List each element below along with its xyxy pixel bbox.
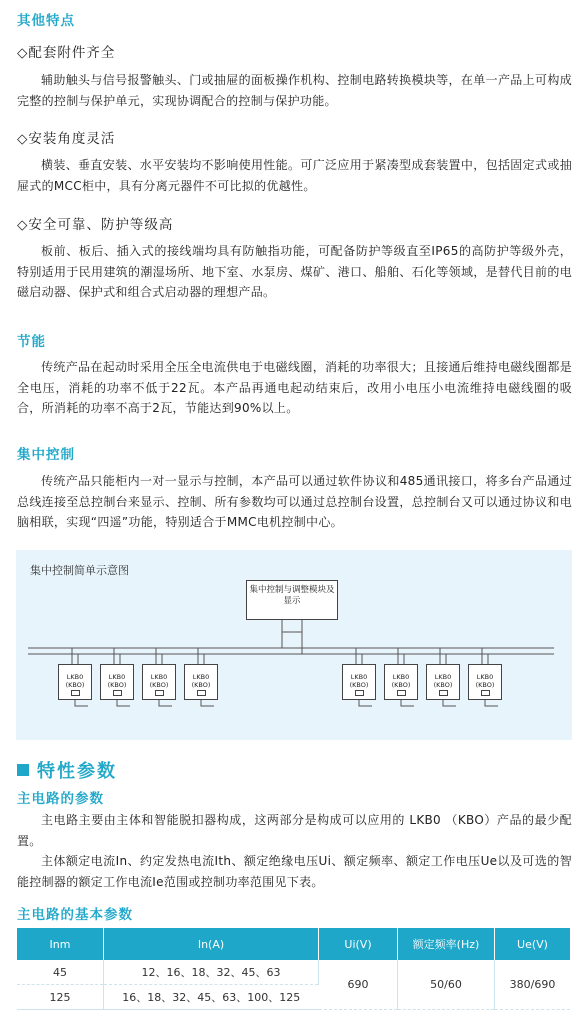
device-terminal	[355, 690, 364, 696]
other-features-title: 其他特点	[17, 13, 75, 29]
cell-in: 16、18、32、45、63、100、125	[104, 985, 319, 1010]
col-header-ue: Ue(V)	[495, 928, 571, 960]
device-sublabel: (KBO)	[149, 681, 169, 689]
main-circuit-para2: 主体额定电流In、约定发热电流Ith、额定绝缘电压Ui、额定频率、额定工作电压Ue以及可选的智能控制器的额定工作电流Ie范围或控制功率范围见下表。	[17, 854, 572, 889]
col-header-ui: Ui(V)	[319, 928, 398, 960]
characteristics-title: 特性参数	[37, 761, 117, 782]
device-box	[468, 664, 502, 700]
cell-inm: 125	[17, 985, 104, 1010]
device-box	[342, 664, 376, 700]
device-terminal	[113, 690, 122, 696]
table-row	[17, 960, 570, 985]
cell-ui: 690	[319, 960, 398, 1010]
device-label: LKB0	[476, 673, 494, 681]
central-title: 集中控制	[17, 447, 75, 463]
device-sublabel: (KBO)	[433, 681, 453, 689]
device-sublabel: (KBO)	[349, 681, 369, 689]
central-controller-box: 集中控制与调整模块及显示	[246, 580, 338, 620]
device-sublabel: (KBO)	[475, 681, 495, 689]
feature-text-installation: 横装、垂直安装、水平安装均不影响使用性能。可广泛应用于紧凑型成套装置中，包括固定式或抽屉式的MCC柜中，具有分离元器件不可比拟的优越性。	[17, 158, 572, 193]
device-sublabel: (KBO)	[65, 681, 85, 689]
col-header-in: In(A)	[104, 928, 319, 960]
heading-square-icon	[17, 764, 29, 776]
device-terminal	[71, 690, 80, 696]
params-table	[17, 928, 570, 1010]
device-sublabel: (KBO)	[107, 681, 127, 689]
device-label: LKB0	[434, 673, 452, 681]
col-header-inm: Inm	[17, 928, 104, 960]
cell-freq: 50/60	[398, 960, 495, 1010]
feature-title-safety: ◇安全可靠、防护等级高	[17, 217, 174, 233]
device-box	[58, 664, 92, 700]
feature-title-accessories: ◇配套附件齐全	[17, 45, 116, 61]
main-circuit-params-title: 主电路的参数	[17, 791, 104, 807]
device-label: LKB0	[66, 673, 84, 681]
cell-inm: 45	[17, 960, 104, 985]
device-box	[142, 664, 176, 700]
device-label: LKB0	[350, 673, 368, 681]
device-label: LKB0	[192, 673, 210, 681]
device-box	[426, 664, 460, 700]
central-text: 传统产品只能柜内一对一显示与控制，本产品可以通过软件协议和485通讯接口，将多台产品通过总线连接至总控制台来显示、控制、所有参数均可以通过总控制台设置，总控制台又可以通过协议和电脑相联，实现“四遥”功能，特别适合于MMC电机控制中心。	[17, 474, 572, 529]
feature-text-accessories: 辅助触头与信号报警触头、门或抽屉的面板操作机构、控制电路转换模块等，在单一产品上可构成完整的控制与保护单元，实现协调配合的控制与保护功能。	[17, 73, 572, 108]
device-sublabel: (KBO)	[391, 681, 411, 689]
central-control-diagram	[16, 550, 572, 740]
diagram-caption: 集中控制简单示意图	[30, 564, 129, 577]
device-box	[184, 664, 218, 700]
device-terminal	[155, 690, 164, 696]
device-label: LKB0	[392, 673, 410, 681]
device-terminal	[397, 690, 406, 696]
main-circuit-para1: 主电路主要由主体和智能脱扣器构成，这两部分是构成可以应用的 LKB0 （KBO）产品的最少配置。	[17, 813, 572, 848]
feature-text-safety: 板前、板后、插入式的接线端均具有防触指功能，可配备防护等级直至IP65的高防护等级外壳，特别适用于民用建筑的潮湿场所、地下室、水泵房、煤矿、港口、船舶、石化等领域，是替代目前的电磁启动器、保护式和组合式启动器的理想产品。	[17, 244, 572, 299]
energy-title: 节能	[17, 334, 46, 350]
col-header-freq: 额定频率(Hz)	[398, 928, 495, 960]
energy-text: 传统产品在起动时采用全压全电流供电于电磁线圈，消耗的功率很大；且接通后维持电磁线圈都是全电压，消耗的功率不低于22瓦。本产品再通电起动结束后，改用小电压小电流维持电磁线圈的吸合，所消耗的功率不高于2瓦，节能达到90%以上。	[17, 360, 572, 415]
device-label: LKB0	[108, 673, 126, 681]
device-terminal	[197, 690, 206, 696]
diagram-lines	[16, 550, 572, 740]
cell-in: 12、16、18、32、45、63	[104, 960, 319, 985]
device-sublabel: (KBO)	[191, 681, 211, 689]
feature-title-installation: ◇安装角度灵活	[17, 131, 116, 147]
device-terminal	[439, 690, 448, 696]
basic-params-title: 主电路的基本参数	[17, 907, 133, 923]
device-terminal	[481, 690, 490, 696]
cell-ue: 380/690	[495, 960, 571, 1010]
device-label: LKB0	[150, 673, 168, 681]
device-box	[384, 664, 418, 700]
device-box	[100, 664, 134, 700]
characteristics-heading	[17, 757, 117, 783]
